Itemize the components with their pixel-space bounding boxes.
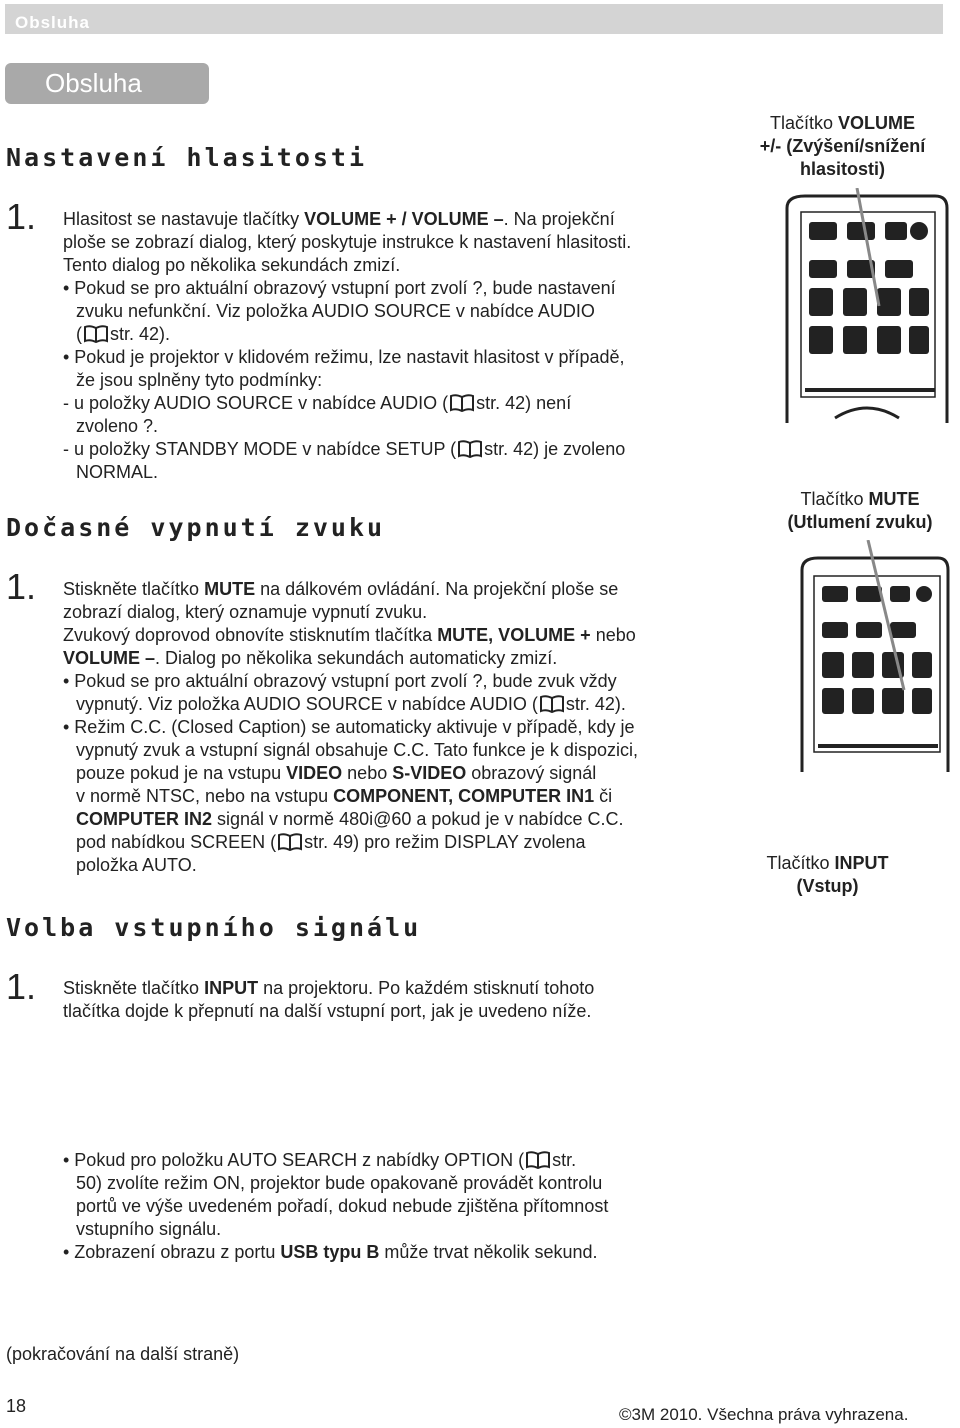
- input-button-caption: Tlačítko INPUT (Vstup): [766, 853, 889, 896]
- page-number: 18: [6, 1396, 27, 1416]
- section-title: Obsluha: [45, 68, 142, 98]
- book-icon: [458, 439, 482, 458]
- continued-note: (pokračování na další straně): [6, 1344, 240, 1364]
- header-bar: [5, 4, 943, 34]
- remote-control-volume-illustration: [775, 188, 955, 423]
- volume-step-number: 1.: [6, 196, 37, 237]
- mute-step-number: 1.: [6, 566, 37, 607]
- volume-button-caption: Tlačítko VOLUME +/- (Zvýšení/snížení hlasitosti): [759, 113, 926, 179]
- book-icon: [278, 832, 302, 851]
- header-title: Obsluha: [15, 13, 91, 32]
- book-icon: [526, 1150, 550, 1169]
- book-icon: [84, 324, 108, 343]
- input-heading: Volba vstupního signálu: [6, 913, 422, 942]
- copyright: ©3M 2010. Všechna práva vyhrazena.: [619, 1405, 909, 1424]
- book-icon: [450, 393, 474, 412]
- section-title-box: [5, 63, 209, 104]
- remote-control-mute-illustration: [792, 540, 952, 772]
- mute-button-caption: Tlačítko MUTE (Utlumení zvuku): [787, 489, 933, 532]
- mute-heading: Dočasné vypnutí zvuku: [6, 513, 386, 542]
- book-icon: [540, 694, 564, 713]
- volume-heading: Nastavení hlasitosti: [6, 143, 368, 172]
- input-step-number: 1.: [6, 966, 37, 1007]
